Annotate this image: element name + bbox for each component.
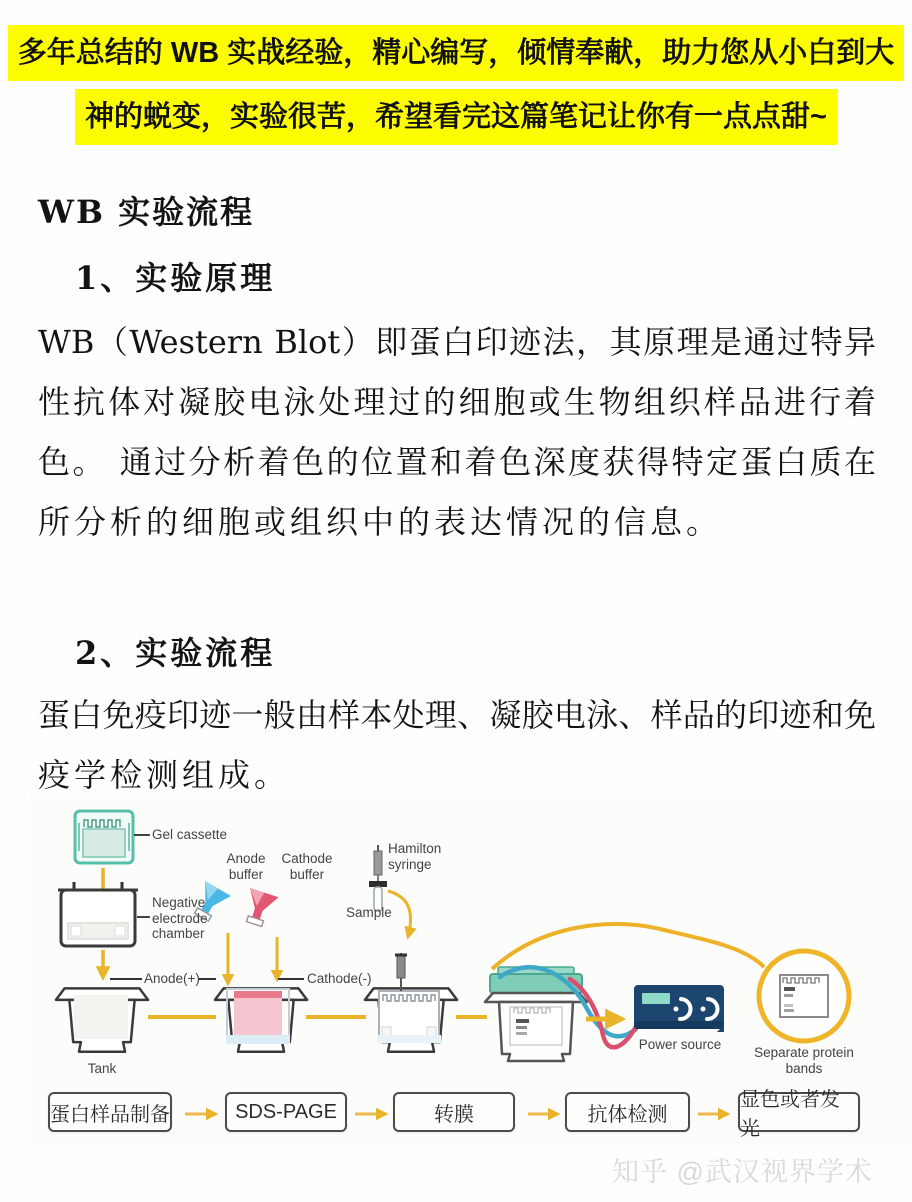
gel-cassette-label: Gel cassette: [152, 827, 228, 842]
negative-electrode-chamber-icon: [58, 882, 138, 946]
zhihu-watermark: 知乎 @武汉视界学术: [612, 1157, 873, 1187]
power-source-label: Power source: [638, 1037, 722, 1052]
sample-label: Sample: [346, 905, 392, 920]
section-1-line-2: 性抗体对凝胶电泳处理过的细胞或生物组织样品进行着: [38, 383, 876, 421]
negative-chamber-label: Negative electrode chamber: [152, 895, 208, 941]
arc-to-result: [492, 924, 764, 969]
flow-step-sds-page: SDS-PAGE: [225, 1092, 347, 1132]
hamilton-syringe-label: Hamilton syringe: [388, 841, 442, 872]
intro-banner-line-1: 多年总结的 WB 实战经验，精心编写，倾情奉献，助力您从小白到大: [8, 25, 904, 81]
intro-banner-row-1: [0, 25, 912, 81]
section-1-line-1: WB（Western Blot）即蛋白印迹法，其原理是通过特异: [38, 323, 876, 361]
cathode-label: Cathode(-): [307, 971, 372, 986]
section-2-heading: 2、实验流程: [75, 634, 276, 672]
section-1-line-4: 所分析的细胞或组织中的表达情况的信息。: [38, 503, 723, 541]
flow-step-antibody-detection: 抗体检测: [565, 1092, 690, 1132]
transfer-tank-cassette: [377, 991, 441, 1043]
section-1-heading: 1、实验原理: [75, 259, 276, 297]
section-2-line-2: 疫学检测组成。: [38, 756, 291, 794]
anode-label: Anode(+): [144, 971, 200, 986]
sds-page-gel: [226, 989, 290, 1044]
hamilton-syringe-icon: [369, 845, 387, 911]
section-2-line-1: 蛋白免疫印迹一般由样本处理、凝胶电泳、样品的印迹和免: [38, 696, 876, 734]
red-cable: [570, 979, 638, 1047]
loading-syringe-icon: [395, 953, 407, 991]
section-1-line-3: 色。 通过分析着色的位置和着色深度获得特定蛋白质在: [38, 443, 876, 481]
cathode-buffer-label: Cathode buffer: [281, 851, 333, 882]
cathode-buffer-flask-icon: [240, 888, 279, 929]
power-source-icon: [634, 985, 724, 1032]
tank-interior: [74, 995, 128, 1039]
article-title: WB 实验流程: [38, 193, 255, 231]
intro-banner-row-2: [0, 89, 912, 145]
tank-label: Tank: [87, 1061, 117, 1076]
western-blot-workflow-diagram: [30, 795, 912, 1145]
gel-cassette-icon: [75, 811, 133, 863]
separate-bands-label: Separate protein bands: [754, 1045, 854, 1076]
flow-step-visualization: 显色或者发光: [738, 1092, 860, 1132]
intro-banner-line-2: 神的蜕变，实验很苦，希望看完这篇笔记让你有一点点甜~: [75, 89, 837, 145]
gel-bands-icon: [780, 975, 828, 1017]
flow-step-transfer: 转膜: [393, 1092, 515, 1132]
flow-step-protein-prep: 蛋白样品制备: [48, 1092, 172, 1132]
anode-buffer-label: Anode buffer: [226, 851, 266, 882]
